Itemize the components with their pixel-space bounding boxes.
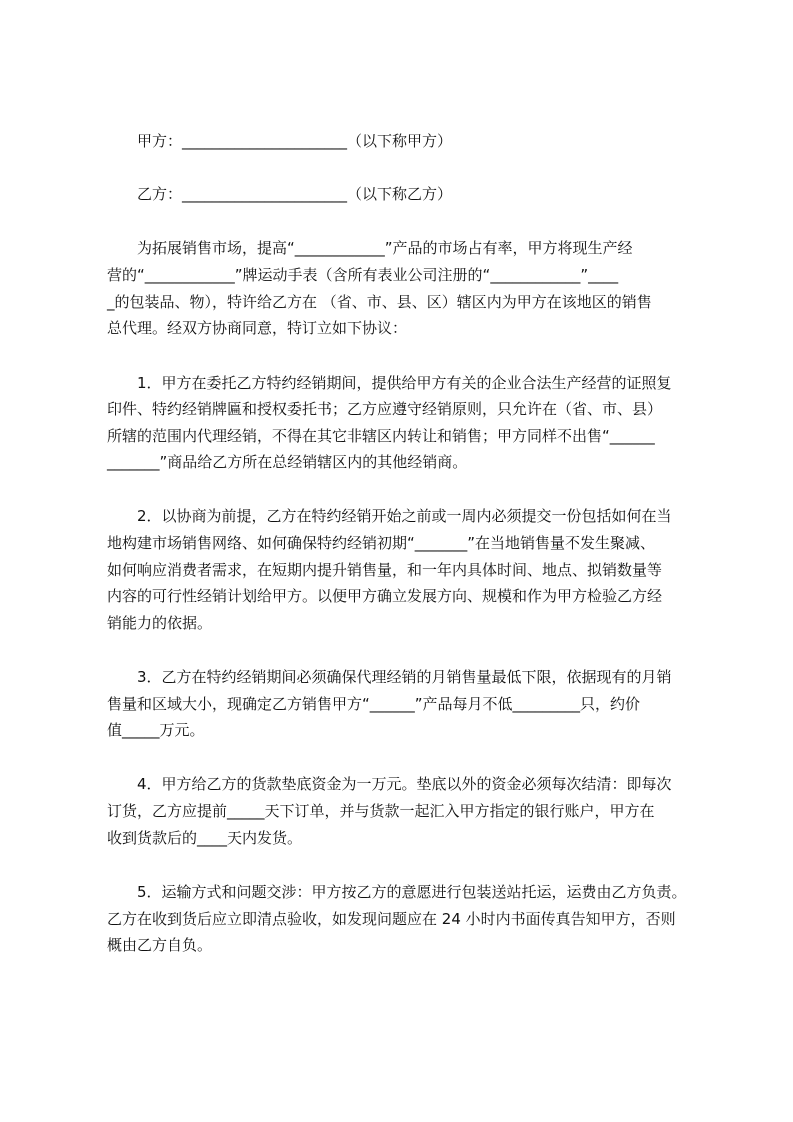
clause-line: 值_____万元。 [107, 721, 205, 739]
clause-line: 如何响应消费者需求，在短期内提升销售量，和一年内具体时间、地点、拟销数量等 [107, 561, 663, 579]
preamble-line: 总代理。经双方协商同意，特订立如下协议： [107, 319, 408, 337]
clause-line: 所辖的范围内代理经销，不得在其它非辖区内转让和销售；甲方同样不出售“______ [107, 427, 655, 445]
preamble-line: 营的“____________”牌运动手表（含所有表业公司注册的“____________”____ [107, 266, 619, 284]
clause-line: 2．以协商为前提，乙方在特约经销开始之前或一周内必须提交一份包括如何在当 [137, 507, 672, 525]
party-a-line: 甲方：______________________（以下称甲方） [137, 132, 453, 150]
preamble-line: _的包装品、物），特许给乙方在 （省、市、县、区）辖区内为甲方在该地区的销售 [107, 293, 652, 311]
clause-line: 收到货款后的____天内发货。 [107, 829, 303, 847]
party-b-line: 乙方：______________________（以下称乙方） [137, 185, 453, 203]
clause-line: 4．甲方给乙方的货款垫底资金为一万元。垫底以外的资金必须每次结清：即每次 [137, 775, 672, 793]
clause-line: 地构建市场销售网络、如何确保特约经销初期“_______”在当地销售量不发生聚减、 [107, 534, 656, 552]
clause-line: 内容的可行性经销计划给甲方。以便甲方确立发展方向、规模和作为甲方检验乙方经 [107, 587, 663, 605]
clause-line: 1．甲方在委托乙方特约经销期间，提供给甲方有关的企业合法生产经营的证照复 [137, 374, 672, 392]
clause-line: 概由乙方自负。 [107, 936, 213, 954]
clause-line: 订货，乙方应提前_____天下订单，并与货款一起汇入甲方指定的银行账户，甲方在 [107, 802, 655, 820]
clause-line: 印件、特约经销牌匾和授权委托书；乙方应遵守经销原则，只允许在（省、市、县） [107, 400, 663, 418]
clause-line: 5．运输方式和问题交涉：甲方按乙方的意愿进行包装送站托运，运费由乙方负责。 [137, 883, 687, 901]
clause-line: 售量和区域大小，现确定乙方销售甲方“______”产品每月不低_________只，约价 [107, 695, 641, 713]
clause-line: _______”商品给乙方所在总经销辖区内的其他经销商。 [107, 453, 468, 471]
clause-line: 销能力的依据。 [107, 614, 213, 632]
clause-line: 乙方在收到货后应立即清点验收，如发现问题应在 24 小时内书面传真告知甲方，否则 [107, 910, 676, 928]
preamble-line: 为拓展销售市场，提高“____________”产品的市场占有率，甲方将现生产经 [137, 239, 633, 257]
clause-line: 3．乙方在特约经销期间必须确保代理经销的月销售量最低下限，依据现有的月销 [137, 668, 672, 686]
